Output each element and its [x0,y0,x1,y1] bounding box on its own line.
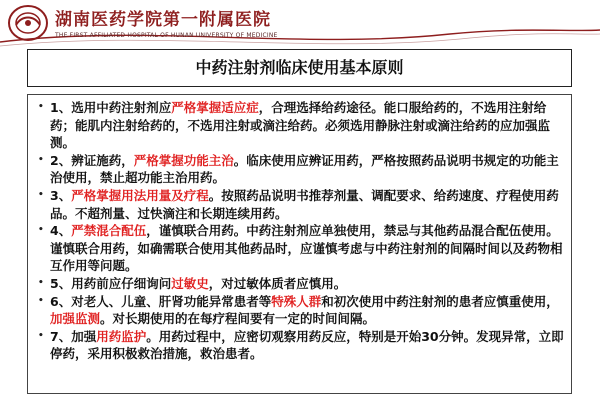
principle-item-6 [38,293,566,328]
principle-highlight: 严格掌握用法用量及疗程 [71,187,209,203]
principle-item-3 [38,187,566,222]
bullet-icon: • [38,277,44,288]
principle-highlight: 加强监测 [50,311,101,327]
principle-text: ，谨慎联合用药。中药注射剂应单独使用，禁忌与其他药品混合配伍使用。谨慎联合用药，如确需联合使用其他药品时，应谨慎考虑与中药注射剂的间隔时间以及药物相互作用等问题。 [50,223,563,274]
principle-highlight: 严格掌握适应症 [171,100,259,115]
principle-text: ，合理选择给药途径。能口服给药的，不选用注射给药；能肌内注射给药的，不选用注射或滴注给药。必须选用静脉注射或滴注给药的应加强监测。 [50,100,551,151]
principle-text: 4、 [50,223,72,239]
principle-text: 6、对老人、儿童、肝肾功能异常患者等 [50,293,272,309]
principle-highlight: 用药监护 [96,328,147,344]
hospital-logo-icon [6,3,50,43]
principle-highlight: 严格掌握功能主治 [133,152,234,168]
principle-item-7 [38,328,566,363]
bullet-icon: • [38,295,44,306]
principle-text: 5、用药前应仔细询问 [50,275,172,291]
principle-text: 。按照药品说明书推荐剂量、调配要求、给药速度、疗程使用药品。不超剂量、过快滴注和长期连续用药。 [50,187,559,221]
principle-text: 2、辨证施药， [50,152,134,168]
principle-text: 1、选用中药注射剂应 [50,100,172,115]
bullet-icon: • [38,330,44,341]
principle-highlight: 过敏史 [171,275,209,291]
bullet-icon: • [38,154,44,165]
header [0,0,600,48]
hospital-name-en: THE FIRST AFFILIATED HOSPITAL OF HUNAN UNIVERSITY OF MEDICINE [55,32,278,39]
principles-box [27,94,572,394]
principles-list [38,99,566,363]
bullet-icon: • [38,102,44,112]
principle-highlight: 特殊人群 [271,293,322,309]
principle-text: 3、 [50,187,72,203]
principle-item-4 [38,222,566,275]
principle-item-1 [38,99,566,152]
principle-text: 。用药过程中，应密切观察用药反应，特别是开始30分钟。发现异常，立即停药，采用积极救治措施，救治患者。 [50,328,564,362]
principle-highlight: 严禁混合配伍 [71,223,147,239]
principle-text: 和初次使用中药注射剂的患者应慎重使用， [321,293,559,309]
bullet-icon: • [38,225,44,236]
page-title: 中药注射剂临床使用基本原则 [27,49,572,87]
principle-text: 。对长期使用的在每疗程间要有一定的时间间隔。 [100,311,376,327]
hospital-name: 湖南医药学院第一附属医院 [55,10,271,30]
principle-text: 7、加强 [50,328,97,344]
bullet-icon: • [38,189,44,200]
principle-item-2 [38,152,566,187]
principle-item-5 [38,275,566,293]
principle-text: 。临床使用应辨证用药，严格按照药品说明书规定的功能主治使用，禁止超功能主治用药。 [50,152,559,186]
principle-text: ，对过敏体质者应慎用。 [208,275,347,291]
